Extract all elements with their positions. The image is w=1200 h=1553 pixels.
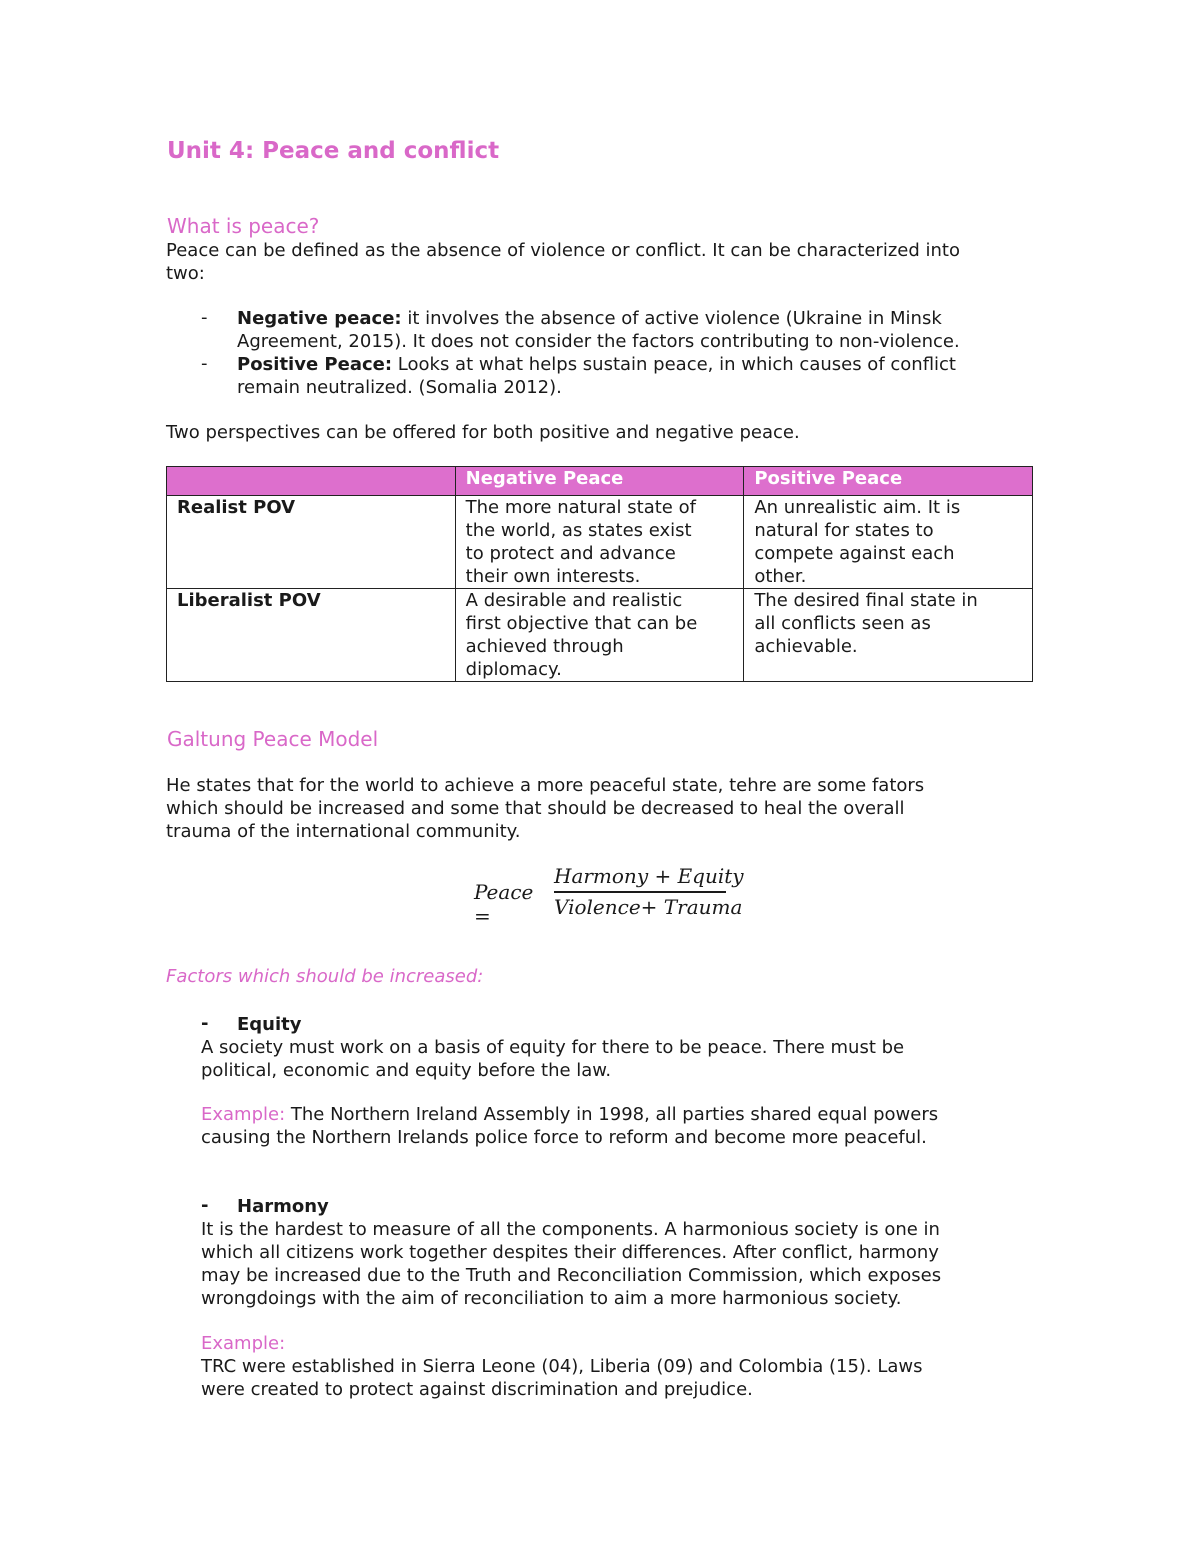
galtung-line-2: which should be increased and some that should be decreased to heal the overall bbox=[166, 798, 905, 819]
harmony-example-line-2: were created to protect against discrimination and prejudice. bbox=[201, 1379, 753, 1400]
cell-line: first objective that can be bbox=[465, 613, 698, 634]
cell-line: all conflicts seen as bbox=[754, 613, 931, 634]
harmony-line-2: which all citizens work together despites their differences. After conflict, harmony bbox=[201, 1242, 939, 1263]
formula-lhs: Peace = bbox=[474, 880, 534, 928]
table-header-cell-empty bbox=[167, 467, 456, 496]
harmony-line-4: wrongdoings with the aim of reconciliation to aim a more harmonious society. bbox=[201, 1288, 902, 1309]
galtung-line-1: He states that for the world to achieve a more peaceful state, tehre are some fators bbox=[166, 775, 925, 796]
table-header-negative-peace: Negative Peace bbox=[455, 467, 744, 496]
liberalist-negative-cell bbox=[455, 589, 744, 682]
cell-line: to protect and advance bbox=[465, 543, 676, 564]
realist-negative-cell bbox=[455, 496, 744, 589]
harmony-example-label: Example: bbox=[201, 1333, 286, 1354]
cell-line: compete against each bbox=[754, 543, 955, 564]
liberalist-positive-cell bbox=[744, 589, 1033, 682]
equity-line-2: political, economic and equity before the law. bbox=[201, 1060, 612, 1081]
bullet-text: it involves the absence of active violence (Ukraine in Minsk bbox=[401, 308, 942, 329]
cell-line: A desirable and realistic bbox=[465, 590, 683, 611]
cell-line: The more natural state of bbox=[465, 497, 696, 518]
formula-denominator: Violence+ Trauma bbox=[554, 895, 743, 919]
bullet-dash: - bbox=[201, 1013, 209, 1034]
formula-fraction-bar bbox=[554, 891, 726, 893]
harmony-title: Harmony bbox=[237, 1196, 329, 1217]
cell-line: their own interests. bbox=[465, 566, 641, 587]
equity-line-1: A society must work on a basis of equity for there to be peace. There must be bbox=[201, 1037, 905, 1058]
intro-line-2: two: bbox=[166, 263, 205, 284]
bullet-text: Looks at what helps sustain peace, in which causes of conflict bbox=[392, 354, 956, 375]
cell-line: natural for states to bbox=[754, 520, 934, 541]
example-text: The Northern Ireland Assembly in 1998, all parties shared equal powers bbox=[285, 1104, 939, 1125]
bullet-positive-peace bbox=[237, 353, 956, 376]
perspectives-text: Two perspectives can be offered for both positive and negative peace. bbox=[166, 422, 800, 443]
intro-line-1: Peace can be defined as the absence of violence or conflict. It can be characterized into bbox=[166, 240, 960, 261]
cell-line: diplomacy. bbox=[465, 659, 562, 680]
example-label: Example: bbox=[201, 1104, 286, 1125]
galtung-line-3: trauma of the international community. bbox=[166, 821, 521, 842]
term-positive-peace: Positive Peace: bbox=[237, 354, 393, 375]
section-heading-galtung: Galtung Peace Model bbox=[167, 727, 379, 751]
equity-example bbox=[201, 1103, 938, 1126]
bullet-text-continued: remain neutralized. (Somalia 2012). bbox=[237, 377, 562, 398]
cell-line: the world, as states exist bbox=[465, 520, 692, 541]
realist-positive-cell bbox=[744, 496, 1033, 589]
harmony-example-line-1: TRC were established in Sierra Leone (04), Liberia (09) and Colombia (15). Laws bbox=[201, 1356, 923, 1377]
formula-numerator: Harmony + Equity bbox=[554, 864, 744, 888]
cell-line: achievable. bbox=[754, 636, 858, 657]
cell-line: achieved through bbox=[465, 636, 624, 657]
bullet-dash: - bbox=[201, 307, 208, 328]
page-title: Unit 4: Peace and conflict bbox=[167, 138, 500, 164]
row-label-liberalist: Liberalist POV bbox=[167, 589, 456, 682]
harmony-line-1: It is the hardest to measure of all the components. A harmonious society is one in bbox=[201, 1219, 940, 1240]
bullet-dash: - bbox=[201, 1195, 209, 1216]
pov-table bbox=[166, 466, 1033, 682]
cell-line: The desired final state in bbox=[754, 590, 978, 611]
bullet-text-continued: Agreement, 2015). It does not consider the factors contributing to non-violence. bbox=[237, 331, 960, 352]
bullet-dash: - bbox=[201, 353, 208, 374]
equity-title: Equity bbox=[237, 1014, 302, 1035]
term-negative-peace: Negative peace: bbox=[237, 308, 402, 329]
table-header-row bbox=[167, 467, 1033, 496]
factors-heading: Factors which should be increased: bbox=[166, 966, 484, 987]
row-label-realist: Realist POV bbox=[167, 496, 456, 589]
table-header-positive-peace: Positive Peace bbox=[744, 467, 1033, 496]
cell-line: other. bbox=[754, 566, 807, 587]
section-heading-what-is-peace: What is peace? bbox=[167, 214, 320, 238]
harmony-line-3: may be increased due to the Truth and Reconciliation Commission, which exposes bbox=[201, 1265, 942, 1286]
equity-example-line-2: causing the Northern Irelands police force to reform and become more peaceful. bbox=[201, 1127, 927, 1148]
table-row bbox=[167, 496, 1033, 589]
table-row bbox=[167, 589, 1033, 682]
bullet-negative-peace bbox=[237, 307, 942, 330]
cell-line: An unrealistic aim. It is bbox=[754, 497, 961, 518]
